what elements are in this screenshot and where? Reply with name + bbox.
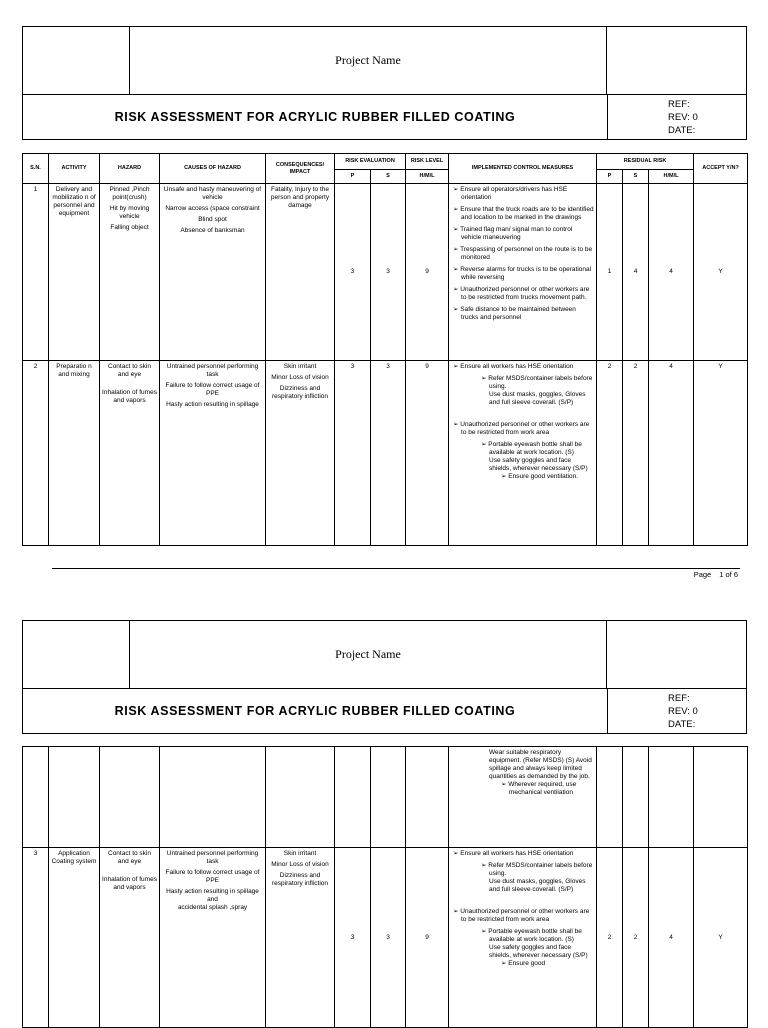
revision-info (607, 95, 746, 139)
row-residual-s: 2 (623, 848, 649, 1028)
col-causes: CAUSES OF HAZARD (160, 154, 266, 184)
col-controls: IMPLEMENTED CONTROL MEASURES (449, 154, 597, 184)
risk-table-page-2 (22, 746, 748, 1028)
row-causes: Unsafe and hasty maneuvering of vehicle Narrow access (space constraint Blind spot Absence of banksman (160, 184, 266, 361)
row-controls: ➢ Ensure all operators/drivers has HSE orientation ➢ Ensure that the truck roads are to be identified and location to be marked in the drawings ➢ Trained flag man/ signal man to control vehicle maneuvering ➢ Trespassing of personnel on the route is to be monitored ➢ Reverse alarms for trucks is to be operational while reversing ➢ Unauthorized personnel or other workers are to be restricted from trucks movement path. ➢ Safe distance to be maintained between trucks and personnel (449, 184, 597, 361)
row-sn: 2 (23, 361, 49, 546)
logo-box (23, 27, 130, 94)
row-s: 3 (371, 848, 406, 1028)
col-hazard: HAZARD (100, 154, 160, 184)
project-name: Project Name (335, 647, 401, 661)
header-right-box (606, 27, 746, 94)
col-accept: ACCEPT Y/N? (694, 154, 748, 184)
row-accept: Y (694, 361, 748, 546)
document-title: RISK ASSESSMENT FOR ACRYLIC RUBBER FILLED COATING (114, 110, 516, 124)
row-p: 3 (335, 184, 371, 361)
row-causes: Untrained personnel performing task Failure to follow correct usage of PPE Hasty action resulting in spillage (160, 361, 266, 546)
row-level: 9 (406, 848, 449, 1028)
row-residual-p: 1 (597, 184, 623, 361)
row-hazard: Contact to skin and eye Inhalation of fumes and vapors (100, 361, 160, 546)
col-consequences: CONSEQUENCES/ IMPACT (266, 154, 335, 184)
row-residual-hml: 4 (649, 848, 694, 1028)
row-accept: Y (694, 184, 748, 361)
header-right-box (606, 621, 746, 688)
row-consequences: Fatality, Injury to the person and property damage (266, 184, 335, 361)
row-residual-p: 2 (597, 848, 623, 1028)
table-row (23, 184, 748, 361)
row-sn: 1 (23, 184, 49, 361)
row-consequences: Skin irritant Minor Loss of vision Dizziness and respiratory infliction (266, 848, 335, 1028)
col-p: P (335, 170, 371, 184)
page-number: Page 1 of 6 (693, 570, 738, 579)
rev-label: REV: 0 (668, 111, 698, 123)
project-name: Project Name (335, 53, 401, 67)
row-controls: ➢ Ensure all workers has HSE orientation ➢ Refer MSDS/container labels before using. Use dust masks, goggles, Gloves and full sleeve coverall. (S/P) ➢ Unauthorized personnel or other workers are to be restricted from work area ➢ Portable eyewash bottle shall be available at work location. (S) Use safety goggles and face shields, wherever necessary (S/P) ➢ Ensure good ventilation. (449, 361, 597, 546)
row-level: 9 (406, 184, 449, 361)
col-s: S (371, 170, 406, 184)
document-header-page-2 (22, 620, 747, 734)
col-activity: ACTIVITY (49, 154, 100, 184)
risk-table (22, 153, 748, 546)
table-row (23, 848, 748, 1028)
row-hazard: Pinned ,Pinch point(crush) Hit by moving vehicle Falling object (100, 184, 160, 361)
row-p: 3 (335, 848, 371, 1028)
table-row (23, 361, 748, 546)
row-accept: Y (694, 848, 748, 1028)
row-hazard: Contact to skin and eye Inhalation of fumes and vapors (100, 848, 160, 1028)
document-header (22, 26, 747, 140)
footer-divider (52, 568, 740, 569)
row-controls: Wear suitable respiratory equipment. (Refer MSDS) (S) Avoid spillage and always keep limited quantities as demanded by the job. ➢ Wherever required, use mechanical ventilation (449, 747, 597, 848)
row-activity: Preparatio n and mixing (49, 361, 100, 546)
document-title: RISK ASSESSMENT FOR ACRYLIC RUBBER FILLED COATING (114, 704, 516, 718)
date-label: DATE: (668, 718, 696, 730)
row-activity: Delivery and mobilizatio n of personnel and equipment (49, 184, 100, 361)
col-risk-level: RISK LEVEL (406, 154, 449, 170)
ref-label: REF: (668, 98, 690, 110)
row-activity: Application Coating system (49, 848, 100, 1028)
row-residual-s: 2 (623, 361, 649, 546)
row-consequences: Skin irritant Minor Loss of vision Dizziness and respiratory infliction (266, 361, 335, 546)
table-row-continuation (23, 747, 748, 848)
logo-box (23, 621, 130, 688)
row-sn: 3 (23, 848, 49, 1028)
rev-label: REV: 0 (668, 705, 698, 717)
row-residual-s: 4 (623, 184, 649, 361)
row-p: 3 (335, 361, 371, 546)
row-s: 3 (371, 184, 406, 361)
revision-info (607, 689, 746, 733)
col-residual-risk: RESIDUAL RISK (597, 154, 694, 170)
col-hml: H/M/L (406, 170, 449, 184)
row-residual-hml: 4 (649, 184, 694, 361)
col-risk-evaluation: RISK EVALUATION (335, 154, 406, 170)
row-causes: Untrained personnel performing task Failure to follow correct usage of PPE Hasty action resulting in spillage and accidental splash ,spray (160, 848, 266, 1028)
date-label: DATE: (668, 124, 696, 136)
row-controls: ➢ Ensure all workers has HSE orientation ➢ Refer MSDS/container labels before using. Use dust masks, goggles, Gloves and full sleeve coverall. (S/P) ➢ Unauthorized personnel or other workers are to be restricted from work area ➢ Portable eyewash bottle shall be available at work location. (S) Use safety goggles and face shields, wherever necessary (S/P) ➢ Ensure good (449, 848, 597, 1028)
col-sn: S.N. (23, 154, 49, 184)
ref-label: REF: (668, 692, 690, 704)
row-level: 9 (406, 361, 449, 546)
row-s: 3 (371, 361, 406, 546)
row-residual-p: 2 (597, 361, 623, 546)
col-residual-s: S (623, 170, 649, 184)
row-residual-hml: 4 (649, 361, 694, 546)
col-residual-hml: H/M/L (649, 170, 694, 184)
col-residual-p: P (597, 170, 623, 184)
